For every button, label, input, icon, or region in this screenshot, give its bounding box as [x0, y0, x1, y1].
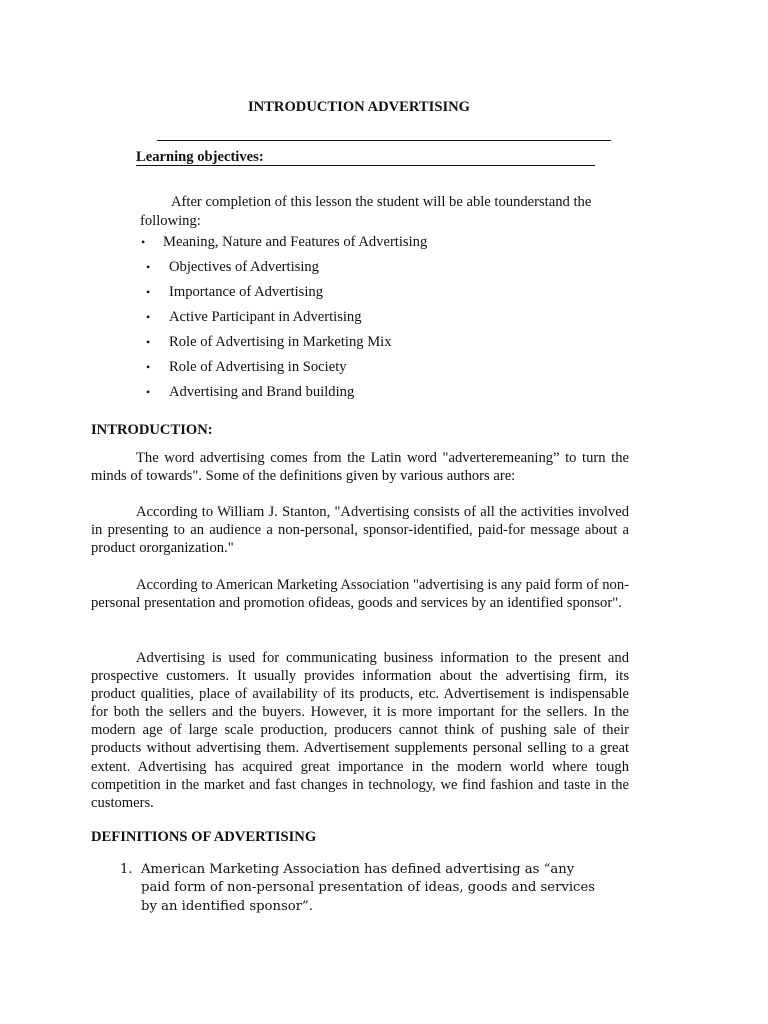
bullet-icon: •	[146, 335, 151, 349]
objectives-intro-text: After completion of this lesson the student will be able tounderstand the following:	[140, 194, 592, 229]
document-title: INTRODUCTION ADVERTISING	[247, 99, 471, 115]
document-page: INTRODUCTION ADVERTISING Learning objectives: After completion of this lesson the student will be able tounderstand the following: • Meaning, Nature and Features of Advertising • Objectives of Advertising • Importance of Advertising • Active Participant in Advertising • Role of Advertising in Marketing Mix • Role of Advertising in Society • Advertising and Brand building INTRODUCTION: The word advertising comes from the Latin word "adverteremeaning” to turn the minds of towards". Some of the definitions given by various authors are: According to William J. Stanton, "Advertising consists of all the activities involved in presenting to an audience a non-personal, sponsor-identified, paid-for message about a product ororganization." According to American Marketing Association "advertising is any paid form of non-personal presentation and promotion ofideas, goods and services by an identified sponsor". Advertising is used for communicating business information to the present and prospective customers. It usually provides information about the advertising firm, its product qualities, place of availability of its products, etc. Advertisement is indispensable for both the sellers and the buyers. However, it is more important for the sellers. In the modern age of large scale production, producers cannot think of pushing sale of their products without advertising them. Advertisement supplements personal selling to a great extent. Advertising has acquired great importance in the modern world where tough competition in the market and fast changes in technology, we find fashion and taste in the customers. DEFINITIONS OF ADVERTISING 1. American Marketing Association has defined advertising as “any paid form of non-personal presentation of ideas, goods and services by an identified sponsor”.	[0, 0, 768, 1024]
objectives-intro	[140, 193, 615, 230]
introduction-heading: INTRODUCTION:	[91, 422, 213, 438]
definition-number: 1.	[120, 862, 133, 877]
title-underline	[157, 140, 611, 141]
paragraph: According to American Marketing Association "advertising is any paid form of non-personal presentation and promotion ofideas, goods and services by an identified sponsor".	[91, 577, 629, 612]
paragraph: The word advertising comes from the Latin word "adverteremeaning” to turn the minds of towards". Some of the definitions given by various authors are:	[91, 450, 629, 485]
paragraph: Advertising is used for communicating business information to the present and prospective customers. It usually provides information about the advertising firm, its product qualities, place of availability of its products, etc. Advertisement is indispensable for both the sellers and the buyers. However, it is more important for the sellers. In the modern age of large scale production, producers cannot think of pushing sale of their products without advertising them. Advertisement supplements personal selling to a great extent. Advertising has acquired great importance in the modern world where tough competition in the market and fast changes in technology, we find fashion and taste in the customers.	[91, 650, 629, 811]
bullet-icon: •	[146, 385, 151, 399]
definition-text: American Marketing Association has defined advertising as “any paid form of non-personal presentation of ideas, goods and services by an identified sponsor”.	[141, 862, 596, 914]
bullet-icon: •	[146, 260, 151, 274]
bullet-icon: •	[146, 360, 151, 374]
bullet-icon: •	[146, 310, 151, 324]
definitions-heading: DEFINITIONS OF ADVERTISING	[91, 829, 317, 845]
bullet-icon: •	[141, 235, 146, 249]
bullet-icon: •	[146, 285, 151, 299]
learning-objectives-label: Learning objectives:	[136, 149, 264, 165]
learning-objectives-underline	[136, 165, 595, 166]
paragraph: According to William J. Stanton, "Advertising consists of all the activities involved in presenting to an audience a non-personal, sponsor-identified, paid-for message about a product ororganization."	[91, 504, 629, 557]
